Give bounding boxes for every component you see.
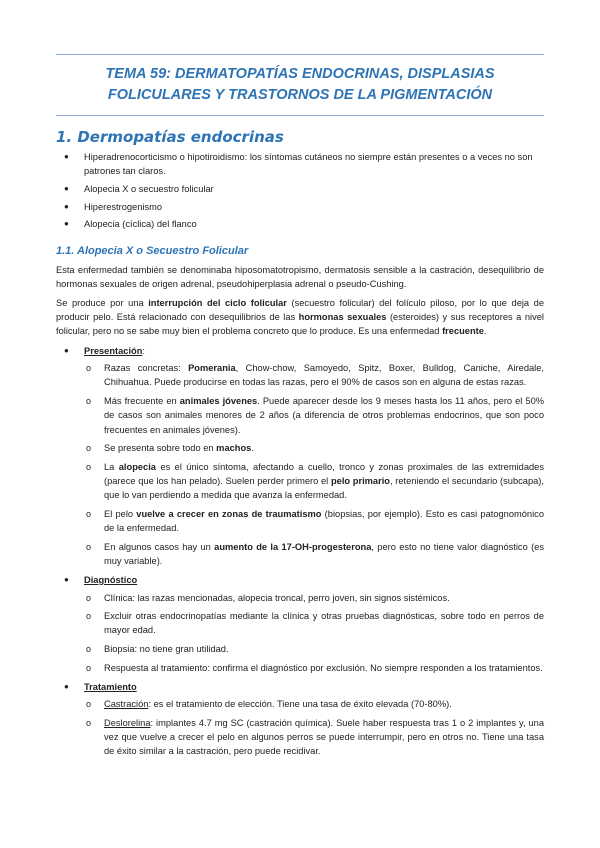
title-top-rule xyxy=(56,54,544,55)
sub-bullet-icon: o xyxy=(86,396,92,407)
presentacion-list xyxy=(56,344,544,759)
sub-bullet-icon: o xyxy=(86,644,92,655)
page-title: TEMA 59: DERMATOPATÍAS ENDOCRINAS, DISPLASIAS FOLICULARES Y TRASTORNOS DE LA PIGMENTACIÓN xyxy=(105,66,495,103)
sub-bullet-icon: o xyxy=(86,509,92,520)
sub-bullet-icon: o xyxy=(86,699,92,710)
presentacion-heading: Presentación xyxy=(84,345,143,356)
list-item: ● Hiperadrenocorticismo o hipotiroidismo: los síntomas cutáneos no siempre están presentes o a veces no son patrones tan claros. xyxy=(64,152,533,177)
list-item: o La alopecia es el único síntoma, afectando a cuello, tronco y zonas proximales de las extremidades (parece que los han pelado). Suelen perder primero el pelo primario, reteniendo el secundario (subcapa), que lo van perdiendo a medida que avanza la enfermedad. xyxy=(86,461,544,501)
paragraph-cause: Se produce por una interrupción del ciclo folicular (secuestro folicular) del folículo piloso, por lo que deja de producir pelo. Está relacionado con desequilibrios de las hormonas sexuales (esteroides) y sus receptores a nivel folicular, pero no se sabe muy bien el problema concreto que lo produce. Es una enfermedad frecuente. xyxy=(56,297,545,337)
tratamiento-heading: Tratamiento xyxy=(84,681,137,692)
diagnostico-heading: Diagnóstico xyxy=(84,574,138,585)
list-item: o Respuesta al tratamiento: confirma el diagnóstico por exclusión. No siempre responden a los tratamientos. xyxy=(56,661,544,675)
bullet-icon: ● xyxy=(64,183,69,193)
bullet-icon: ● xyxy=(64,201,69,211)
bullet-icon: ● xyxy=(64,345,69,355)
bullet-icon: ● xyxy=(64,574,69,584)
list-item xyxy=(56,680,544,694)
list-item: ● Hiperestrogenismo xyxy=(56,200,544,214)
sub-bullet-icon: o xyxy=(86,541,92,552)
document-page xyxy=(56,54,544,763)
bullet-icon: ● xyxy=(64,152,69,161)
paragraph-intro: Esta enfermedad también se denominaba hiposomatotropismo, dermatosis sensible a la castración, desequilibrio de hormonas sexuales de origen adrenal, pseudohiperplasia adrenal o pseudo-Cushing. xyxy=(56,264,544,289)
list-item: ● Alopecia (cíclica) del flanco xyxy=(56,217,544,231)
title-bottom-rule xyxy=(56,115,544,116)
list-item: ● Alopecia X o secuestro folicular xyxy=(56,182,544,196)
sub-bullet-icon: o xyxy=(86,363,92,374)
list-item: o Más frecuente en animales jóvenes. Puede aparecer desde los 9 meses hasta los 11 años, pero el 50% de casos son animales menores de 2 años (a diferencia de otros problemas endocrinos, que son poco frecuentes en animales jóvenes). xyxy=(86,396,545,435)
list-item: o Deslorelina: implantes 4.7 mg SC (castración química). Suele haber respuesta tras 1 o 2 implantes y, una vez que vuelve a crecer el pelo en algunos perros se puede interrumpir, pero en otros no. Tiene una tasa de éxito similar a la castración, pero puede recidivar. xyxy=(86,718,544,757)
sub-bullet-icon: o xyxy=(86,718,92,728)
sub-bullet-icon: o xyxy=(86,662,92,673)
list-item: o Biopsia: no tiene gran utilidad. xyxy=(56,642,544,656)
section-heading-1-1: 1.1. Alopecia X o Secuestro Folicular xyxy=(56,244,249,257)
sub-bullet-icon: o xyxy=(86,611,92,622)
list-item: o Razas concretas: Pomerania, Chow-chow, Samoyedo, Spitz, Boxer, Bulldog, Caniche, Airedale, Chihuahua. Puede producirse en todas las razas, pero el 90% de casos son en alguna de estas razas. xyxy=(86,363,544,388)
list-item: o Clínica: las razas mencionadas, alopecia troncal, perro joven, sin signos sistémicos. xyxy=(56,591,544,605)
bullet-icon: ● xyxy=(64,219,69,229)
list-item: ● Presentación: xyxy=(56,344,544,358)
sub-bullet-icon: o xyxy=(86,592,92,603)
list-item: o Se presenta sobre todo en machos. xyxy=(56,441,544,455)
section1-list xyxy=(56,150,544,232)
sub-bullet-icon: o xyxy=(86,443,92,454)
bullet-icon: ● xyxy=(64,681,69,691)
list-item: o El pelo vuelve a crecer en zonas de traumatismo (biopsias, por ejemplo). Esto es casi patognomónico de la enfermedad. xyxy=(86,509,544,534)
list-item: o Castración: es el tratamiento de elección. Tiene una tasa de éxito elevada (70-80%). xyxy=(56,697,544,711)
list-item: o En algunos casos hay un aumento de la 17-OH-progesterona, pero esto no tiene valor diagnóstico (es muy variable). xyxy=(86,541,544,567)
list-item xyxy=(56,573,544,587)
section-heading-1: 1. Dermopatías endocrinas xyxy=(56,128,284,146)
list-item: o Excluir otras endocrinopatías mediante la clínica y otras pruebas diagnósticas, sobre todo en perros de mayor edad. xyxy=(86,611,544,636)
sub-bullet-icon: o xyxy=(86,461,92,472)
